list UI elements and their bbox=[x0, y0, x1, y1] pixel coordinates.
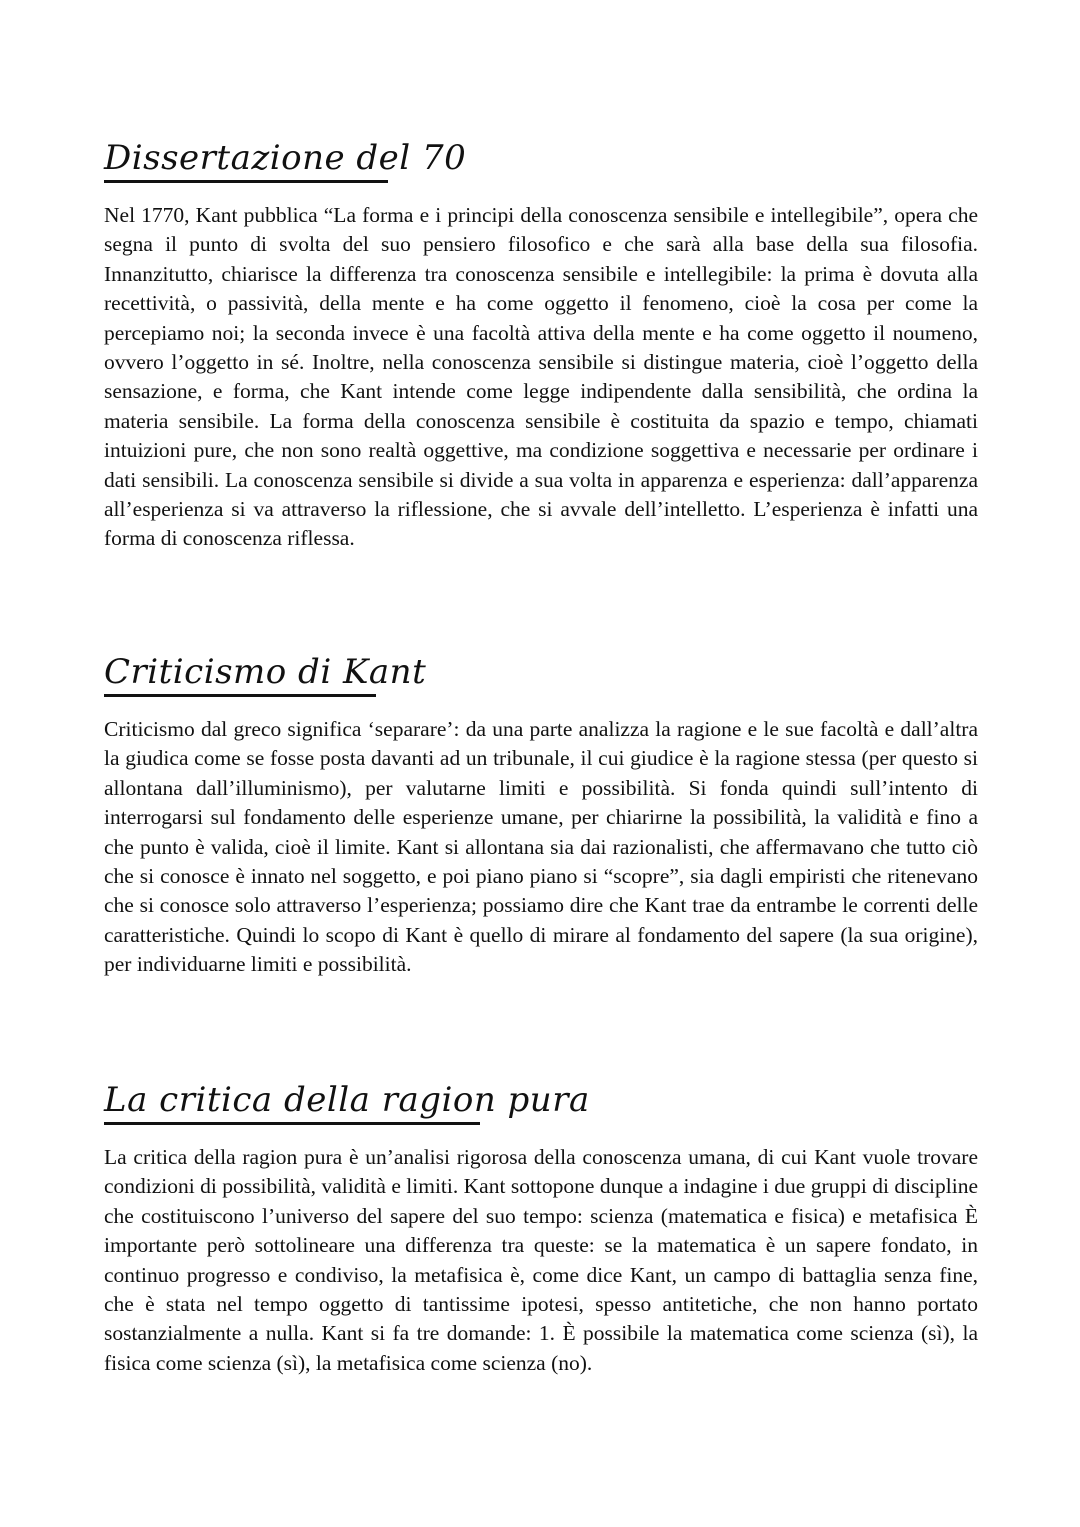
section-criticismo bbox=[104, 652, 978, 980]
section-heading: Criticismo di Kant bbox=[104, 652, 427, 692]
section-heading-wrapper bbox=[104, 138, 466, 189]
heading-underline bbox=[104, 694, 376, 697]
section-heading-wrapper bbox=[104, 652, 426, 703]
section-heading: La critica della ragion pura bbox=[104, 1080, 590, 1120]
section-heading: Dissertazione del 70 bbox=[104, 138, 467, 178]
section-paragraph: Nel 1770, Kant pubblica “La forma e i principi della conoscenza sensibile e intellegibile”, opera che segna il punto di svolta del suo pensiero filosofico e che sarà alla base della sua filosofia. Innanzitutto, chiarisce la differenza tra conoscenza sensibile e intellegibile: la prima è dovuta alla recettività, o passività, della mente e ha come oggetto il fenomeno, cioè la cosa per come la percepiamo noi; la seconda invece è una facoltà attiva della mente e ha come oggetto il noumeno, ovvero l’oggetto in sé. Inoltre, nella conoscenza sensibile si distingue materia, cioè l’oggetto della sensazione, e forma, che Kant intende come legge indipendente dalla sensibilità, che ordina la materia sensibile. La forma della conoscenza sensibile è costituita da spazio e tempo, chiamati intuizioni pure, che non sono realtà oggettive, ma condizione soggettiva e necessarie per ordinare i dati sensibili. La conoscenza sensibile si divide a sua volta in apparenza e esperienza: dall’apparenza all’esperienza si va attraverso la riflessione, che si avvale dell’intelletto. L’esperienza è infatti una forma di conoscenza riflessa. bbox=[104, 203, 978, 551]
section-dissertazione bbox=[104, 138, 978, 554]
section-paragraph: Criticismo dal greco significa ‘separare’: da una parte analizza la ragione e le sue facoltà e dall’altra la giudica come se fosse posta davanti ad un tribunale, il cui giudice è la ragione stessa (per questo si allontana dall’illuminismo), per valutarne limiti e possibilità. Si fonda quindi sull’intento di interrogarsi sul fondamento delle esperienze umane, per chiarirne la possibilità, la validità e fino a che punto è valida, cioè il limite. Kant si allontana sia dai razionalisti, che affermavano che tutto ciò che si conosce è innato nel soggetto, e poi piano piano si “scopre”, sia dagli empiristi che ritenevano che si conosce solo attraverso l’esperienza; possiamo dire che Kant trae da entrambe le correnti delle caratteristiche. Quindi lo scopo di Kant è quello di mirare al fondamento del sapere (la sua origine), per individuarne limiti e possibilità. bbox=[104, 717, 978, 977]
heading-underline bbox=[104, 1122, 480, 1125]
heading-underline bbox=[104, 180, 388, 183]
section-critica-ragion-pura bbox=[104, 1080, 978, 1378]
section-paragraph: La critica della ragion pura è un’analisi rigorosa della conoscenza umana, di cui Kant vuole trovare condizioni di possibilità, validità e limiti. Kant sottopone dunque a indagine i due gruppi di discipline che costituiscono l’universo del sapere del suo tempo: scienza (matematica e fisica) e metafisica È importante però sottolineare una differenza tra queste: se la matematica è un sapere fondato, in continuo progresso e condiviso, la metafisica è, come dice Kant, un campo di battaglia senza fine, che è stata nel tempo oggetto di tantissime ipotesi, spesso antitetiche, che non hanno portato sostanzialmente a nulla. Kant si fa tre domande: 1. È possibile la matematica come scienza (sì), la fisica come scienza (sì), la metafisica come scienza (no). bbox=[104, 1145, 978, 1375]
section-heading-wrapper bbox=[104, 1080, 590, 1131]
